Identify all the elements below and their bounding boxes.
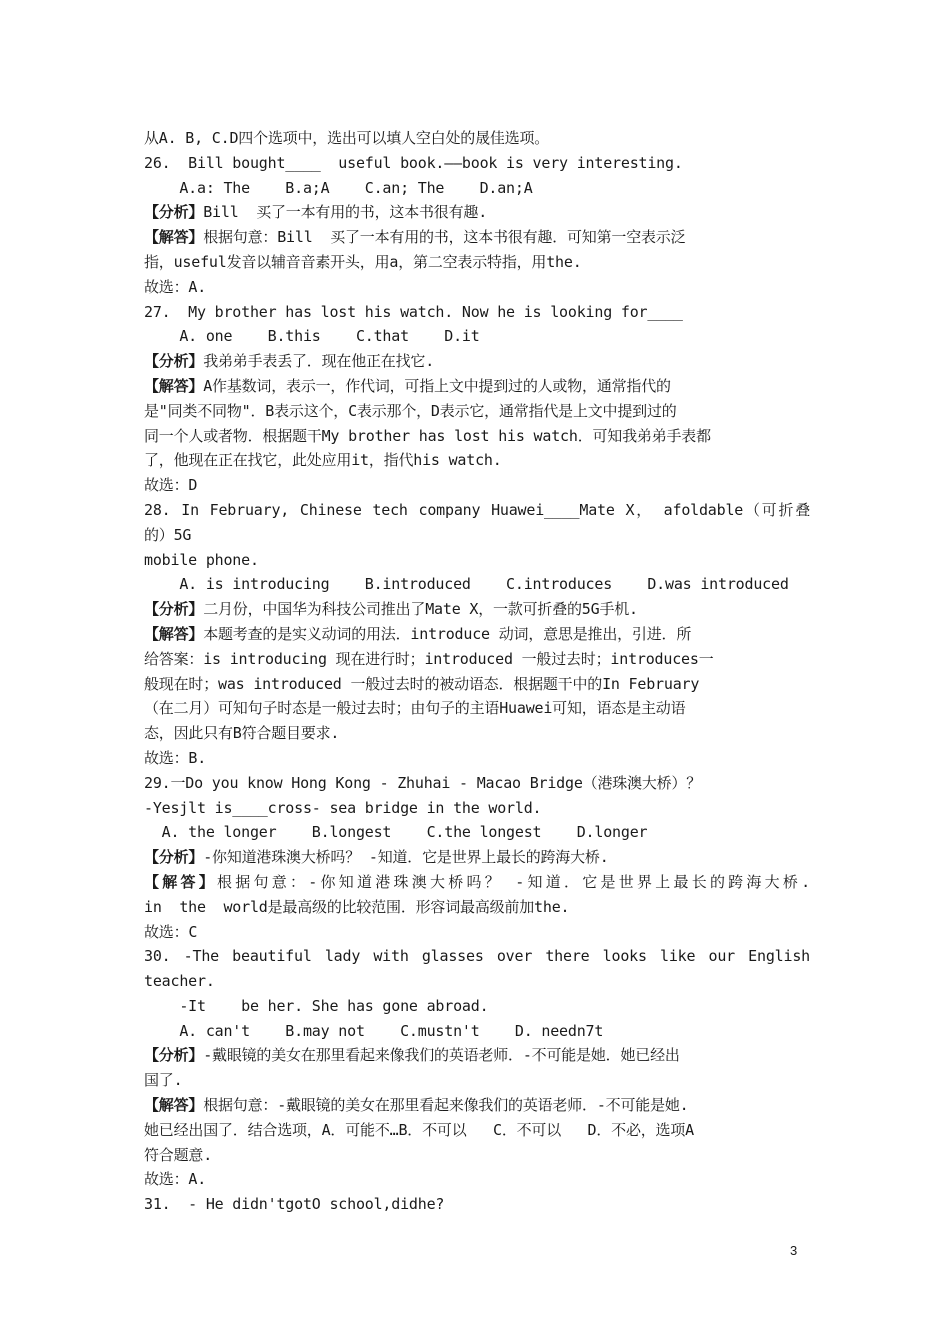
section-label: 【分析】: [144, 203, 204, 222]
section-label: 【分析】: [144, 1046, 204, 1065]
line-text: 态，因此只有B符合题目要求.: [144, 724, 340, 743]
line-text: A. one B.this C.that D.it: [144, 327, 480, 346]
line-text: -Yesjlt is____cross- sea bridge in the world.: [144, 798, 542, 817]
text-line: [144, 1043, 810, 1068]
line-text: 符合题意.: [144, 1145, 213, 1164]
document-body: [144, 126, 810, 1217]
line-text: 国了.: [144, 1071, 183, 1090]
line-text: mobile phone.: [144, 550, 259, 569]
text-line: [144, 1019, 810, 1044]
line-text: A. the longer B.longest C.the longest D.longer: [144, 823, 648, 842]
line-text: 26. Bill bought____ useful book.——book is very interesting.: [144, 153, 683, 172]
text-line: [144, 944, 810, 969]
text-line: [144, 374, 810, 399]
line-text: 故选：D: [144, 476, 198, 495]
line-text: （在二月）可知句子时态是一般过去时；由句子的主语Huawei可知，语态是主动语: [144, 699, 686, 718]
text-line: [144, 1192, 810, 1217]
text-line: [144, 845, 810, 870]
line-text: A. is introducing B.introduced C.introduces D.was introduced: [144, 575, 789, 594]
text-line: [144, 399, 810, 424]
text-line: [144, 424, 810, 449]
section-label: 【分析】: [144, 352, 204, 371]
section-label: 【解答】: [144, 228, 204, 247]
text-line: [144, 548, 810, 573]
text-line: [144, 870, 810, 895]
line-text: 般现在时；was introduced 一般过去时的被动语态．根据题干中的In February: [144, 674, 700, 693]
line-text: 她已经出国了．结合选项，A．可能不…B．不可以 C．不可以 D．不必，选项A: [144, 1120, 694, 1139]
text-line: [144, 969, 810, 994]
line-text: 同一个人或者物．根据题干My brother has lost his watch．可知我弟弟手表都: [144, 426, 711, 445]
section-label: 【解答】: [144, 872, 217, 891]
text-line: [144, 324, 810, 349]
line-text: 我弟弟手表丢了．现在他正在找它.: [203, 352, 435, 371]
line-text: 根据句意：-你知道港珠澳大桥吗？ -知道．它是世界上最长的跨海大桥.: [216, 872, 810, 891]
text-line: [144, 895, 810, 920]
text-line: [144, 200, 810, 225]
line-text: 30. -The beautiful lady with glasses over there looks like our English: [144, 947, 810, 966]
text-line: [144, 1068, 810, 1093]
line-text: 故选：C: [144, 922, 198, 941]
text-line: [144, 126, 810, 151]
text-line: [144, 473, 810, 498]
section-label: 【分析】: [144, 600, 204, 619]
section-label: 【解答】: [144, 376, 204, 395]
line-text: 31. - He didn'tgotO school,didhe?: [144, 1195, 445, 1214]
text-line: [144, 622, 810, 647]
text-line: [144, 572, 810, 597]
line-text: 二月份，中国华为科技公司推出了Mate X，一款可折叠的5G手机.: [203, 600, 638, 619]
text-line: [144, 796, 810, 821]
line-text: A. can't B.may not C.mustn't D. needn7t: [144, 1021, 604, 1040]
line-text: 故选：B.: [144, 748, 207, 767]
line-text: 根据句意：Bill 买了一本有用的书，这本书很有趣．可知第一空表示泛: [203, 228, 686, 247]
line-text: Bill 买了一本有用的书，这本书很有趣.: [203, 203, 488, 222]
text-line: [144, 275, 810, 300]
text-line: [144, 300, 810, 325]
section-label: 【解答】: [144, 1096, 204, 1115]
text-line: [144, 994, 810, 1019]
text-line: [144, 176, 810, 201]
text-line: [144, 151, 810, 176]
section-label: 【解答】: [144, 624, 204, 643]
line-text: 根据句意：-戴眼镜的美女在那里看起来像我们的英语老师．-不可能是她.: [203, 1096, 689, 1115]
text-line: [144, 1118, 810, 1143]
text-line: [144, 647, 810, 672]
text-line: [144, 349, 810, 374]
line-text: 故选：A.: [144, 1170, 207, 1189]
line-text: -你知道港珠澳大桥吗？ -知道．它是世界上最长的跨海大桥.: [203, 848, 609, 867]
text-line: [144, 498, 810, 523]
text-line: [144, 1167, 810, 1192]
line-text: -戴眼镜的美女在那里看起来像我们的英语老师．-不可能是她．她已经出: [203, 1046, 680, 1065]
line-text: 27. My brother has lost his watch. Now he is looking for____: [144, 302, 683, 321]
line-text: 本题考查的是实义动词的用法．introduce 动词，意思是推出，引进．所: [203, 624, 692, 643]
line-text: 了，他现在正在找它，此处应用it，指代his watch.: [144, 451, 502, 470]
text-line: [144, 250, 810, 275]
line-text: 的）5G: [144, 525, 192, 544]
line-text: A.a: The B.a;A C.an; The D.an;A: [144, 178, 533, 197]
line-text: 指，useful发音以辅音音素开头，用a，第二空表示特指，用the.: [144, 252, 582, 271]
text-line: [144, 820, 810, 845]
text-line: [144, 597, 810, 622]
text-line: [144, 721, 810, 746]
line-text: teacher.: [144, 972, 215, 991]
text-line: [144, 771, 810, 796]
text-line: [144, 225, 810, 250]
line-text: 故选：A.: [144, 277, 207, 296]
line-text: 从A. B, C.D四个选项中，选出可以填人空白处的晟佳选项。: [144, 129, 550, 147]
line-text: in the world是最高级的比较范围．形容词最高级前加the.: [144, 897, 570, 916]
text-line: [144, 1093, 810, 1118]
section-label: 【分析】: [144, 848, 204, 867]
page-number: 3: [790, 1243, 798, 1258]
line-text: 29.一Do you know Hong Kong - Zhuhai - Macao Bridge（港珠澳大桥）？: [144, 773, 702, 792]
line-text: 是"同类不同物"．B表示这个，C表示那个，D表示它，通常指代是上文中提到过的: [144, 401, 677, 420]
line-text: A作基数词，表示一，作代词，可指上文中提到过的人或物，通常指代的: [203, 376, 671, 395]
text-line: [144, 672, 810, 697]
text-line: [144, 1143, 810, 1168]
text-line: [144, 920, 810, 945]
text-line: [144, 746, 810, 771]
line-text: -It be her. She has gone abroad.: [144, 996, 489, 1015]
text-line: [144, 523, 810, 548]
line-text: 28. In February, Chinese tech company Huawei____Mate X， afoldable（可折叠: [144, 500, 810, 519]
text-line: [144, 448, 810, 473]
line-text: 给答案：is introducing 现在进行时；introduced 一般过去时；introduces一: [144, 649, 714, 668]
text-line: [144, 696, 810, 721]
